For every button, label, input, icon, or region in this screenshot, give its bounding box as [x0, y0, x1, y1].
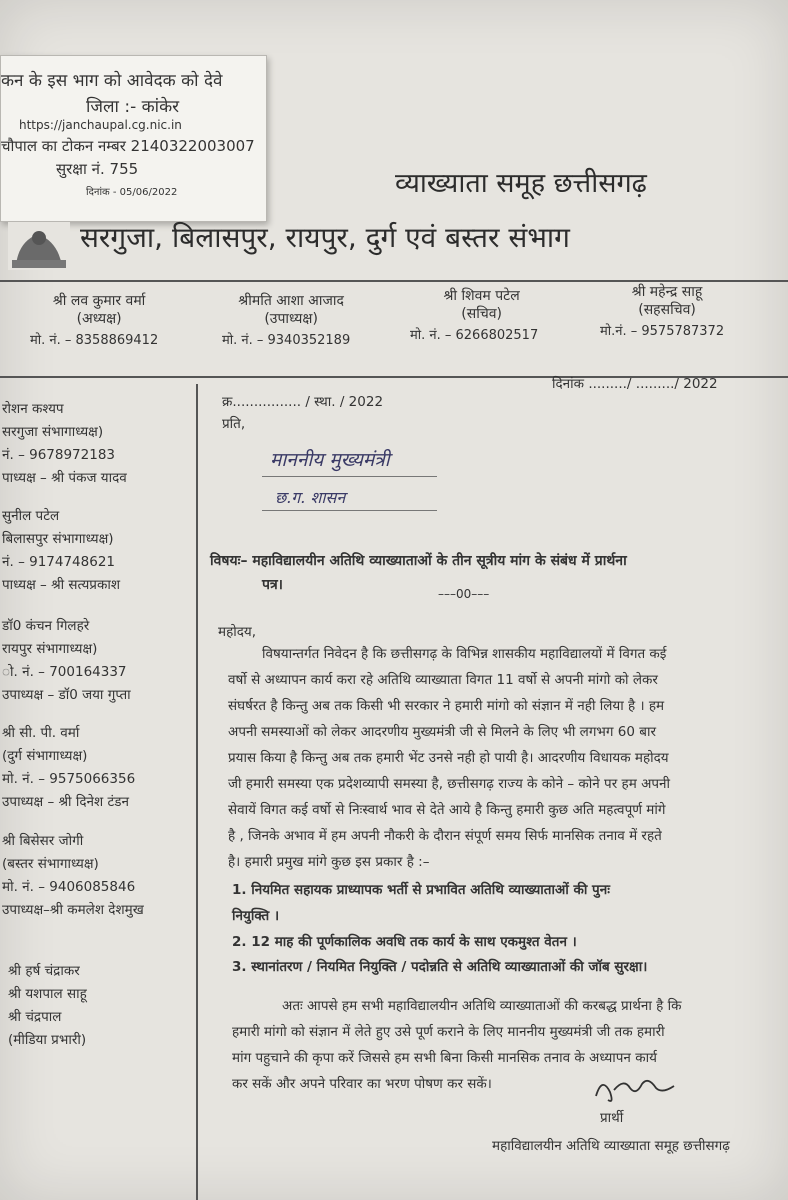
closing-line: कर सकें और अपने परिवार का भरण पोषण कर सकें।: [232, 1076, 492, 1092]
demand-item: 3. स्थानांतरण / नियमित नियुक्ति / पदोन्नति से अतिथि व्याख्याताओं की जॉब सुरक्षा।: [232, 959, 648, 975]
org-title: व्याख्याता समूह छत्तीसगढ़: [395, 168, 647, 199]
recipient-underline-2: [262, 510, 437, 511]
sidebar-division-1: रोशन कश्यप सरगुजा संभागाध्यक्ष) नं. – 9678972183 पाध्यक्ष – श्री पंकज यादव: [2, 401, 127, 486]
closing-line: अतः आपसे हम सभी महाविद्यालयीन अतिथि व्याख्याताओं की करबद्ध प्रार्थना है कि: [282, 998, 682, 1014]
column-divider: [196, 384, 198, 1200]
officer-joint-secretary: श्री महेन्द्र साहू (सहसचिव) मो.नं. – 9575787372: [600, 284, 725, 339]
recipient-underline-1: [262, 476, 437, 477]
body-line: सेवायें विगत कई वर्षो से निःस्वार्थ भाव से देते आये है किन्तु हमारी कुछ अति महत्वपूर्ण मांगे: [228, 802, 666, 818]
token-line: कन के इस भाग को आवेदक को देवे: [1, 71, 223, 91]
subject-line-1: विषयः– महाविद्यालयीन अतिथि व्याख्याताओं के तीन सूत्रीय मांग के संबंध में प्रार्थना: [210, 553, 627, 569]
demand-item: नियुक्ति ।: [232, 908, 280, 924]
body-line: प्रयास किया है किन्तु अब तक हमारी भेंट उनसे नही हो पायी है। आदरणीय विधायक महोदय: [228, 750, 669, 766]
emblem-icon: [8, 222, 70, 270]
header-divider: [0, 280, 788, 282]
recipient-line-2: छ.ग. शासन: [275, 488, 346, 507]
closing-line: हमारी मांगो को संज्ञान में लेते हुए उसे पूर्ण कराने के लिए माननीय मुख्यमंत्री जी तक हमारी: [232, 1024, 665, 1040]
officer-vice-president: श्रीमति आशा आजाद (उपाध्यक्ष) मो. नं. – 9340352189: [222, 293, 351, 348]
sidebar-division-2: सुनील पटेल बिलासपुर संभागाध्यक्ष) नं. – 9174748621 पाध्यक्ष – श्री सत्यप्रकाश: [2, 508, 121, 593]
body-line: अपनी समस्याओं को लेकर आदरणीय मुख्यमंत्री जी से मिलने के लिए भी लगभग 60 बार: [228, 724, 656, 740]
applicant-label: प्रार्थी: [600, 1110, 624, 1126]
org-divisions: सरगुजा, बिलासपुर, रायपुर, दुर्ग एवं बस्तर संभाग: [80, 221, 570, 254]
closing-line: मांग पहुचाने की कृपा करें जिससे हम सभी बिना किसी मानसिक तनाव के अध्यापन कार्य: [232, 1050, 657, 1066]
officer-president: श्री लव कुमार वर्मा (अध्यक्ष) मो. नं. – 8358869412: [30, 293, 159, 348]
sidebar-division-5: श्री बिसेसर जोगी (बस्तर संभागाध्यक्ष) मो. नं. – 9406085846 उपाध्यक्ष–श्री कमलेश देशमुख: [2, 833, 144, 918]
subject-line-2: पत्र।: [262, 577, 283, 593]
body-line: है। हमारी प्रमुख मांगे कुछ इस प्रकार है :–: [228, 854, 430, 870]
token-slip: [0, 55, 267, 222]
sidebar-media: श्री हर्ष चंद्राकर श्री यशपाल साहू श्री चंद्रपाल (मीडिया प्रभारी): [8, 963, 87, 1048]
signature: [590, 1070, 680, 1110]
body-line: विषयान्तर्गत निवेदन है कि छत्तीसगढ़ के विभिन्न शासकीय महाविद्यालयों में विगत कई: [262, 646, 667, 662]
demand-item: 2. 12 माह की पूर्णकालिक अवधि तक कार्य के साथ एकमुश्त वेतन ।: [232, 934, 577, 950]
token-url: https://janchaupal.cg.nic.in: [19, 118, 182, 132]
sidebar-division-3: डॉ0 कंचन गिलहरे रायपुर संभागाध्यक्ष) ो. नं. – 700164337 उपाध्यक्ष – डॉ0 जया गुप्ता: [2, 618, 131, 703]
salutation: महोदय,: [218, 624, 257, 640]
recipient-line-1: माननीय मुख्यमंत्री: [270, 449, 390, 471]
sidebar-division-4: श्री सी. पी. वर्मा (दुर्ग संभागाध्यक्ष) मो. नं. – 9575066356 उपाध्यक्ष – श्री दिनेश टंडन: [2, 725, 136, 810]
demand-item: 1. नियमित सहायक प्राध्यापक भर्ती से प्रभावित अतिथि व्याख्याताओं की पुनः: [232, 882, 610, 898]
separator: –––00–––: [438, 587, 490, 601]
body-line: संघर्षरत है किन्तु अब तक किसी भी सरकार ने हमारी मांगो को संज्ञान में नही लिया है । हम: [228, 698, 665, 714]
organization-signoff: महाविद्यालयीन अतिथि व्याख्याता समूह छत्तीसगढ़: [492, 1138, 730, 1154]
token-district: जिला :- कांकेर: [86, 97, 180, 117]
body-line: है , जिनके अभाव में हम अपनी नौकरी के दौरान संपूर्ण समय सिर्फ मानसिक तनाव में रहते: [228, 828, 662, 844]
token-number: चौपाल का टोकन नम्बर 2140322003007: [1, 137, 255, 155]
body-line: जी हमारी समस्या एक प्रदेशव्यापी समस्या है, छत्तीसगढ़ राज्य के कोने – कोने पर हम अपनी: [228, 776, 671, 792]
body-line: वर्षो से अध्यापन कार्य करा रहे अतिथि व्याख्याता विगत 11 वर्षो से अपनी मांगो को लेकर: [228, 672, 658, 688]
reference-number: क्र................ / स्था. / 2022: [222, 394, 384, 410]
token-date: दिनांक - 05/06/2022: [86, 187, 178, 198]
token-security: सुरक्षा नं. 755: [56, 160, 139, 178]
to-label: प्रति,: [222, 416, 246, 432]
letter-date: दिनांक ........./ ........./ 2022: [552, 376, 718, 392]
officer-secretary: श्री शिवम पटेल (सचिव) मो. नं. – 6266802517: [410, 288, 539, 343]
